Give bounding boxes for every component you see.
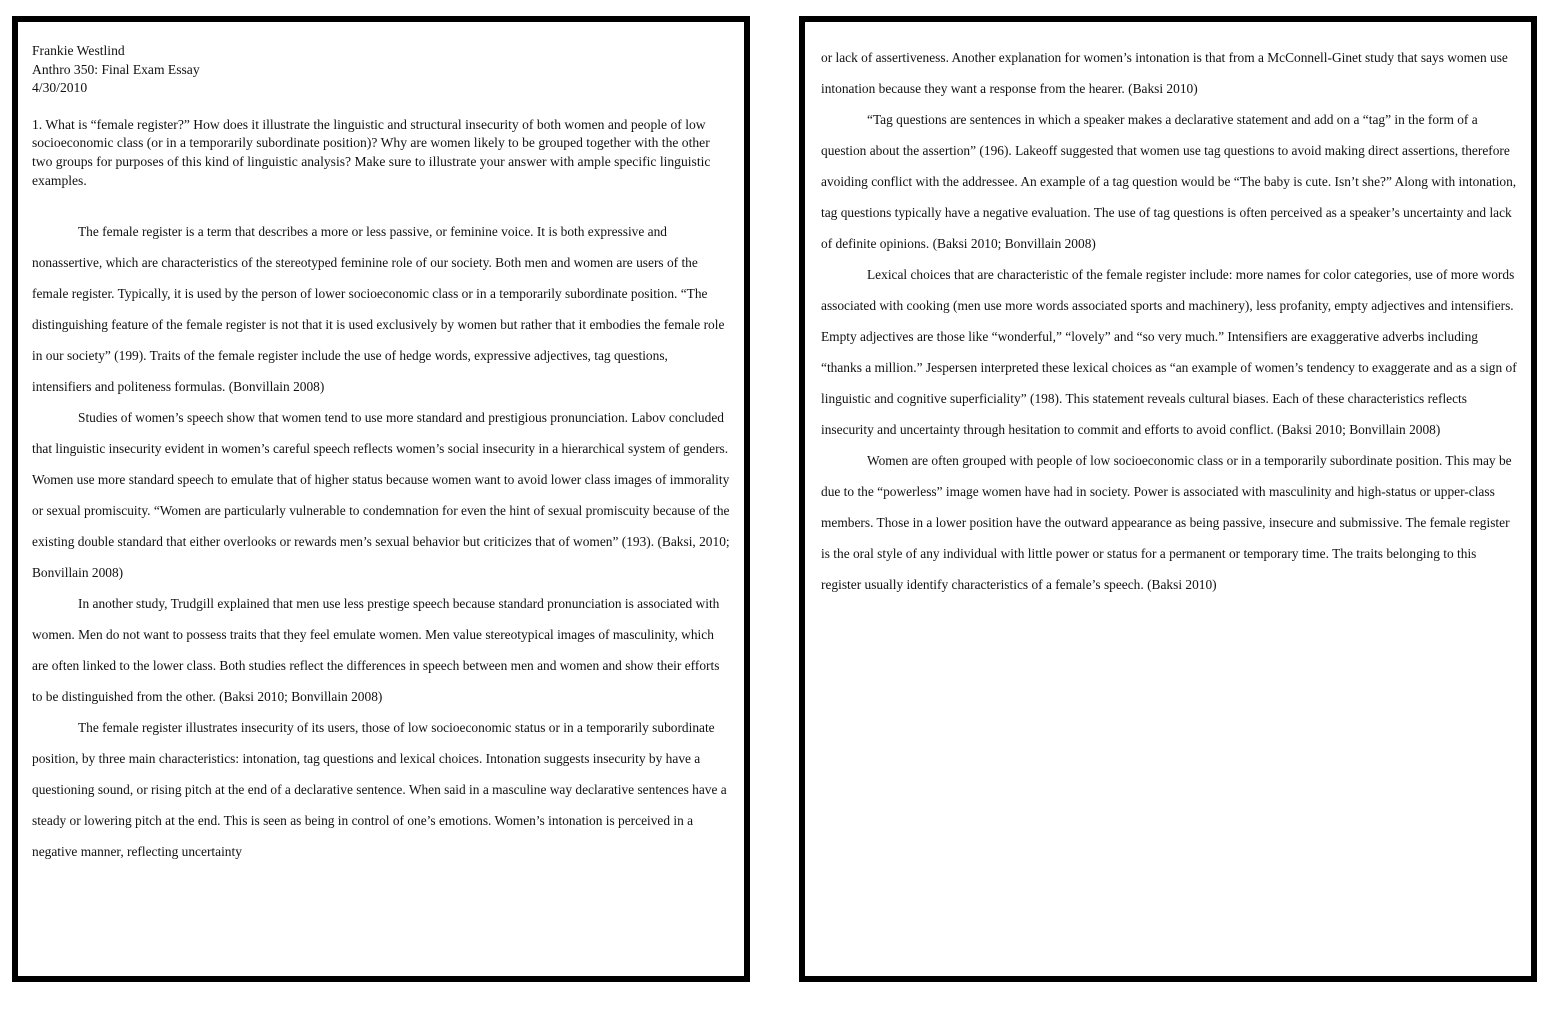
essay-header: [32, 42, 730, 98]
page-2-content: [821, 42, 1517, 600]
paragraph: Women are often grouped with people of low socioeconomic class or in a temporarily subordinate position. This may be due to the “powerless” image women have had in society. Power is associated with masculinity and high-status or upper-class members. Those in a lower position have the outward appearance as being passive, insecure and submissive. The female register is the oral style of any individual with little power or status for a permanent or temporary time. The traits belonging to this register usually identify characteristics of a female’s speech. (Baksi 2010): [821, 453, 1512, 592]
author-name: Frankie Westlind: [32, 43, 125, 58]
paragraph: “Tag questions are sentences in which a speaker makes a declarative statement and add on a “tag” in the form of a question about the assertion” (196). Lakeoff suggested that women use tag questions to avoid making direct assertions, therefore avoiding conflict with the addressee. An example of a tag question would be “The baby is cute. Isn’t she?” Along with intonation, tag questions typically have a negative evaluation. The use of tag questions is often perceived as a speaker’s uncertainty and lack of definite opinions. (Baksi 2010; Bonvillain 2008): [821, 112, 1517, 251]
paragraph: The female register is a term that describes a more or less passive, or feminine voice. It is both expressive and nonassertive, which are characteristics of the stereotyped feminine role of our society. Both men and women are users of the female register. Typically, it is used by the person of lower socioeconomic class or in a temporarily subordinate position. “The distinguishing feature of the female register is not that it is used exclusively by women but rather that it embodies the female role in our society” (199). Traits of the female register include the use of hedge words, expressive adjectives, tag questions, intensifiers and politeness formulas. (Bonvillain 2008): [32, 224, 725, 395]
paragraph: In another study, Trudgill explained that men use less prestige speech because standard pronunciation is associated with women. Men do not want to possess traits that they feel emulate women. Men value stereotypical images of masculinity, which are often linked to the lower class. Both studies reflect the differences in speech between men and women and show their efforts to be distinguished from the other. (Baksi 2010; Bonvillain 2008): [32, 596, 720, 705]
essay-date: 4/30/2010: [32, 80, 88, 96]
essay-body-page-1: [32, 216, 730, 867]
course-title: Anthro 350: Final Exam Essay: [32, 61, 200, 77]
paragraph: Studies of women’s speech show that women tend to use more standard and prestigious pronunciation. Labov concluded that linguistic insecurity evident in women’s careful speech reflects women’s social insecurity in a hierarchical system of genders. Women use more standard speech to emulate that of higher status because women want to avoid lower class images of immorality or sexual promiscuity. “Women are particularly vulnerable to condemnation for even the hint of sexual promiscuity because of the existing double standard that either overlooks or rewards men’s sexual behavior but criticizes that of women” (193). (Baksi, 2010; Bonvillain 2008): [32, 410, 730, 581]
paragraph: The female register illustrates insecurity of its users, those of low socioeconomic status or in a temporarily subordinate position, by three main characteristics: intonation, tag questions and lexical choices. Intonation suggests insecurity by have a questioning sound, or rising pitch at the end of a declarative sentence. When said in a masculine way declarative sentences have a steady or lowering pitch at the end. This is seen as being in control of one’s emotions. Women’s intonation is perceived in a negative manner, reflecting uncertainty: [32, 720, 727, 860]
page-1-content: [32, 42, 730, 867]
document-page-1: [12, 16, 750, 982]
essay-body-page-2: [821, 42, 1517, 600]
paragraph-continuation: or lack of assertiveness. Another explanation for women’s intonation is that from a McConnell-Ginet study that says women use intonation because they want a response from the hearer. (Baksi 2010): [821, 50, 1508, 96]
exam-question: 1. What is “female register?” How does it illustrate the linguistic and structural insecurity of both women and people of low socioeconomic class (or in a temporarily subordinate position)? Why are women likely to be grouped together with the other two groups for purposes of this kind of linguistic analysis? Make sure to illustrate your answer with ample specific linguistic examples.: [32, 116, 711, 188]
document-page-2: [799, 16, 1537, 982]
paragraph: Lexical choices that are characteristic of the female register include: more names for color categories, use of more words associated with cooking (men use more words associated sports and machinery), less profanity, empty adjectives and intensifiers. Empty adjectives are those like “wonderful,” “lovely” and “so very much.” Intensifiers are exaggerative adverbs including “thanks a million.” Jespersen interpreted these lexical choices as “an example of women’s tendency to exaggerate and as a sign of linguistic and cognitive superficiality” (198). This statement reveals cultural biases. Each of these characteristics reflects insecurity and uncertainty through hesitation to commit and efforts to avoid conflict. (Baksi 2010; Bonvillain 2008): [821, 267, 1517, 437]
